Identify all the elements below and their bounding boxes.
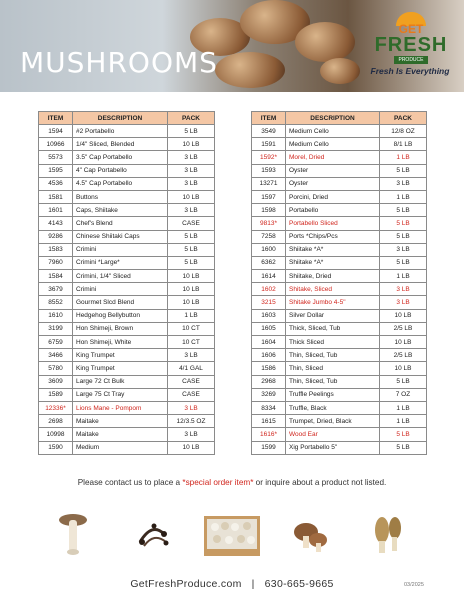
item-pack: 10 LB [380,336,427,349]
item-number: 7258 [252,230,286,243]
item-number: 1604 [252,336,286,349]
item-description: Oyster [286,164,380,177]
item-description: Truffle Peelings [286,388,380,401]
item-number: 9286 [39,230,73,243]
item-pack: 5 LB [380,217,427,230]
table-row [252,375,427,388]
table-row [252,441,427,454]
item-description: 4" Cap Portabello [73,164,168,177]
item-pack: 8/1 LB [380,138,427,151]
item-description: Shitake Jumbo 4-5" [286,296,380,309]
item-description: Large 72 Ct Bulk [73,375,168,388]
item-description: Buttons [73,190,168,203]
item-number: 3609 [39,375,73,388]
table-row [39,243,215,256]
item-number: 6362 [252,256,286,269]
item-description: Crimini *Large* [73,256,168,269]
item-number: 1589 [39,388,73,401]
item-description: Maitake [73,428,168,441]
contact-text-after: or inquire about a product not listed. [253,478,387,487]
item-description: Silver Dollar [286,309,380,322]
column-header-pack: PACK [380,112,427,125]
item-pack: 10 CT [168,322,215,335]
column-header-item: ITEM [252,112,286,125]
item-number: 1606 [252,349,286,362]
item-pack: 5 LB [380,256,427,269]
item-description: Portabello Sliced [286,217,380,230]
table-row [252,349,427,362]
item-number: 1595 [39,164,73,177]
item-pack: 10 CT [168,336,215,349]
item-description: Chinese Shiitaki Caps [73,230,168,243]
item-number: 1584 [39,270,73,283]
item-number: 1593 [252,164,286,177]
item-description: Medium [73,441,168,454]
table-row [252,283,427,296]
item-pack: 5 LB [380,230,427,243]
item-number: 6759 [39,336,73,349]
item-number: 4143 [39,217,73,230]
item-pack: 5 LB [380,204,427,217]
item-number: 7960 [39,256,73,269]
product-table-left [38,111,215,455]
item-pack: 3 LB [380,177,427,190]
item-number: 1581 [39,190,73,203]
item-description: Thin, Sliced, Tub [286,375,380,388]
item-number: 1616* [252,428,286,441]
table-row [252,190,427,203]
table-row [252,428,427,441]
special-order-highlight: *special order item* [182,478,254,487]
item-number: 8552 [39,296,73,309]
item-number: 3466 [39,349,73,362]
table-row [252,217,427,230]
item-pack: 2/5 LB [380,349,427,362]
item-number: 1610 [39,309,73,322]
item-number: 1615 [252,415,286,428]
item-description: King Trumpet [73,349,168,362]
item-pack: 2/5 LB [380,322,427,335]
item-number: 1590 [39,441,73,454]
item-pack: CASE [168,388,215,401]
item-number: 1594 [39,125,73,138]
table-row [252,362,427,375]
item-pack: 1 LB [380,190,427,203]
table-row [39,230,215,243]
item-number: 12336* [39,401,73,414]
table-row [39,336,215,349]
table-row [39,401,215,414]
item-pack: 10 LB [168,296,215,309]
item-number: 5780 [39,362,73,375]
item-description: Crimini [73,283,168,296]
column-header-description: DESCRIPTION [286,112,380,125]
item-pack: 5 LB [380,164,427,177]
item-number: 4536 [39,177,73,190]
table-row [252,309,427,322]
item-pack: 3 LB [168,204,215,217]
website-link[interactable]: GetFreshProduce.com [130,578,242,590]
item-pack: 5 LB [168,256,215,269]
table-row [39,177,215,190]
item-pack: CASE [168,375,215,388]
item-number: 1598 [252,204,286,217]
item-pack: 3 LB [380,243,427,256]
table-row [252,270,427,283]
item-description: Gourmet Slcd Blend [73,296,168,309]
revision-date: 03/2025 [404,582,424,588]
item-pack: 10 LB [168,138,215,151]
item-pack: 1 LB [380,415,427,428]
logo-get: GET [398,22,424,36]
table-row [39,388,215,401]
item-description: Truffle, Black [286,401,380,414]
table-row [252,151,427,164]
table-row [39,204,215,217]
item-description: 1/4" Sliced, Blended [73,138,168,151]
mushroom-photo [295,22,355,62]
item-pack: 10 LB [168,270,215,283]
table-row [252,256,427,269]
item-number: 1583 [39,243,73,256]
table-row [252,138,427,151]
item-number: 1597 [252,190,286,203]
item-pack: 3 LB [380,296,427,309]
item-number: 1586 [252,362,286,375]
item-description: Chef's Blend [73,217,168,230]
table-row [39,362,215,375]
item-description: Hon Shimeji, White [73,336,168,349]
table-row [39,138,215,151]
item-pack: 10 LB [380,362,427,375]
item-number: 1599 [252,441,286,454]
item-pack: 5 LB [168,230,215,243]
item-description: Crimini, 1/4" Sliced [73,270,168,283]
item-description: King Trumpet [73,362,168,375]
table-row [252,401,427,414]
item-description: Thick, Sliced, Tub [286,322,380,335]
item-number: 1614 [252,270,286,283]
table-row [39,217,215,230]
table-row [252,415,427,428]
table-row [39,322,215,335]
item-pack: CASE [168,217,215,230]
item-description: #2 Portabello [73,125,168,138]
item-description: Portabello [286,204,380,217]
table-row [252,322,427,335]
table-row [39,375,215,388]
table-row [39,428,215,441]
item-description: Shiitake *A* [286,256,380,269]
item-description: Maitake [73,415,168,428]
mushroom-photo [320,58,360,84]
phone-number[interactable]: 630-665-9665 [264,578,334,590]
morel-image [370,512,406,558]
item-description: Morel, Dried [286,151,380,164]
contact-text-before: Please contact us to place a [77,478,183,487]
item-description: Lions Mane - Pompom [73,401,168,414]
item-description: Caps, Shiitake [73,204,168,217]
item-description: Oyster [286,177,380,190]
item-pack: 3 LB [380,283,427,296]
table-row [39,151,215,164]
item-number: 1592* [252,151,286,164]
table-row [39,349,215,362]
item-description: Hedgehog Bellybutton [73,309,168,322]
table-row [39,415,215,428]
table-row [39,309,215,322]
item-number: 3269 [252,388,286,401]
item-description: Large 75 Ct Tray [73,388,168,401]
table-row [252,388,427,401]
king-trumpet-image [56,512,90,558]
column-header-item: ITEM [39,112,73,125]
item-pack: 1 LB [380,401,427,414]
cremini-image [292,512,328,558]
item-description: Thin, Sliced, Tub [286,349,380,362]
table-row [39,125,215,138]
tagline: Fresh Is Everything [370,66,450,76]
item-pack: 3 LB [168,401,215,414]
item-description: Shiitake, Dried [286,270,380,283]
table-row [252,125,427,138]
item-pack: 7 OZ [380,388,427,401]
item-number: 3199 [39,322,73,335]
logo-produce: PRODUCE [394,56,428,64]
item-description: Medium Cello [286,125,380,138]
product-table-right [251,111,427,455]
table-row [39,283,215,296]
item-description: Crimini [73,243,168,256]
item-pack: 1 LB [380,270,427,283]
item-description: 3.5" Cap Portabello [73,151,168,164]
item-description: Porcini, Dried [286,190,380,203]
item-pack: 1 LB [168,309,215,322]
item-description: 4.5" Cap Portabello [73,177,168,190]
item-description: Trumpet, Dried, Black [286,415,380,428]
item-pack: 5 LB [380,375,427,388]
item-pack: 5 LB [168,243,215,256]
item-description: Ports *Chips/Pcs [286,230,380,243]
table-row [39,441,215,454]
item-pack: 5 LB [380,428,427,441]
item-number: 13271 [252,177,286,190]
footer-separator: | [251,578,255,590]
footer [0,578,464,590]
table-row [252,243,427,256]
item-pack: 5 LB [380,441,427,454]
header-banner [0,0,464,92]
item-description: Xig Portabello 5" [286,441,380,454]
table-row [252,336,427,349]
item-number: 9813* [252,217,286,230]
item-number: 10998 [39,428,73,441]
item-number: 8334 [252,401,286,414]
item-description: Medium Cello [286,138,380,151]
item-number: 3549 [252,125,286,138]
item-pack: 3 LB [168,164,215,177]
table-row [252,204,427,217]
item-description: Thick Sliced [286,336,380,349]
item-number: 3679 [39,283,73,296]
item-description: Thin, Sliced [286,362,380,375]
table-row [252,230,427,243]
item-number: 1591 [252,138,286,151]
item-pack: 1 LB [380,151,427,164]
item-pack: 4/1 GAL [168,362,215,375]
logo-fresh: FRESH [374,34,448,56]
item-description: Shiitake *A* [286,243,380,256]
item-number: 2968 [252,375,286,388]
item-number: 2698 [39,415,73,428]
item-description: Wood Ear [286,428,380,441]
column-header-description: DESCRIPTION [73,112,168,125]
item-number: 3215 [252,296,286,309]
item-number: 5573 [39,151,73,164]
mushroom-photo [215,52,285,88]
item-number: 1601 [39,204,73,217]
table-row [252,177,427,190]
item-number: 1603 [252,309,286,322]
item-pack: 12/8 OZ [380,125,427,138]
table-row [252,164,427,177]
item-number: 10966 [39,138,73,151]
table-row [39,164,215,177]
item-number: 1600 [252,243,286,256]
item-pack: 3 LB [168,177,215,190]
item-pack: 10 LB [168,283,215,296]
contact-note [0,478,464,487]
item-pack: 10 LB [168,441,215,454]
column-header-pack: PACK [168,112,215,125]
item-pack: 3 LB [168,428,215,441]
table-row [39,256,215,269]
item-number: 1605 [252,322,286,335]
item-pack: 10 LB [168,190,215,203]
item-pack: 10 LB [380,309,427,322]
item-pack: 12/3.5 OZ [168,415,215,428]
table-row [39,190,215,203]
item-description: Shitake, Sliced [286,283,380,296]
table-row [252,296,427,309]
item-pack: 3 LB [168,349,215,362]
item-description: Hon Shimeji, Brown [73,322,168,335]
item-pack: 3 LB [168,151,215,164]
mushroom-box-image [203,512,261,558]
table-row [39,270,215,283]
page-title: MUSHROOMS [20,46,218,79]
item-pack: 5 LB [168,125,215,138]
item-number: 1602 [252,283,286,296]
enoki-cluster-image [134,512,170,558]
table-row [39,296,215,309]
